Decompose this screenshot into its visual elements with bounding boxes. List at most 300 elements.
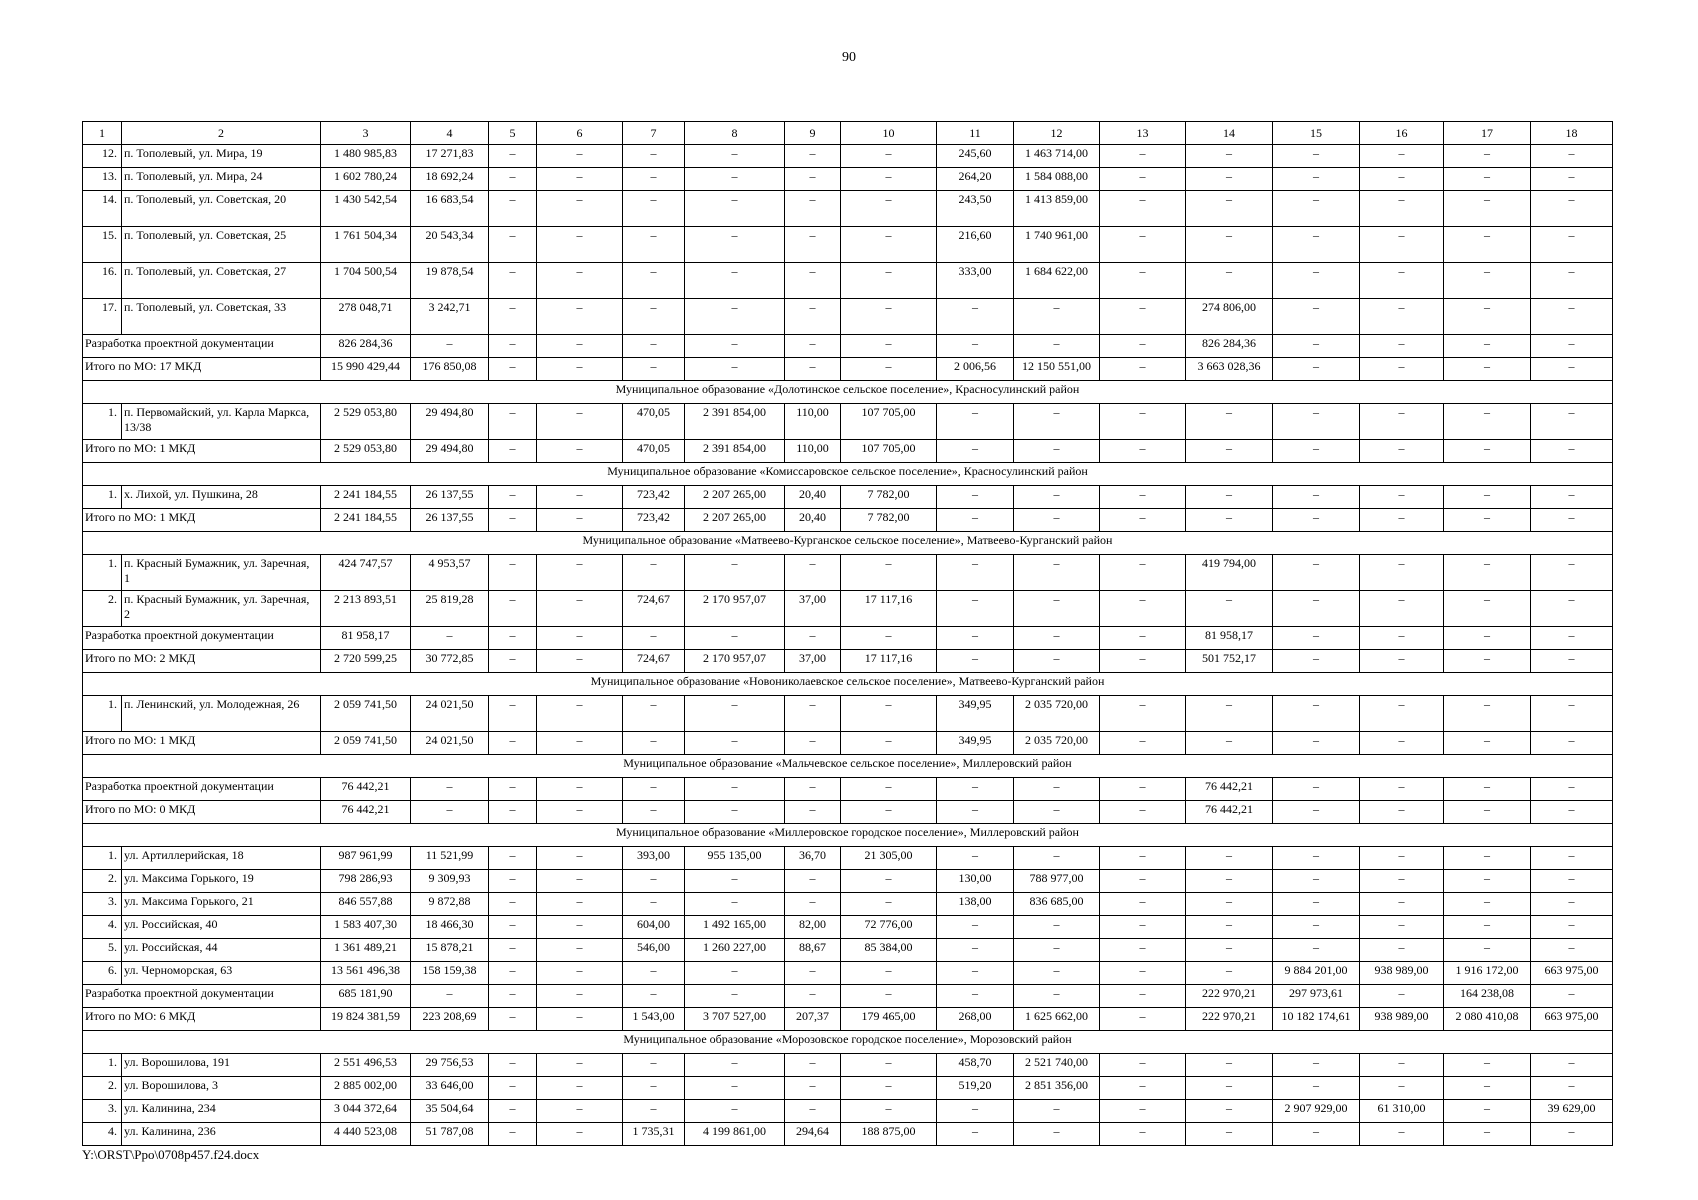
- table-cell: 663 975,00: [1531, 962, 1613, 985]
- table-cell: –: [1531, 801, 1613, 824]
- table-cell: 158 159,38: [411, 962, 489, 985]
- municipality-section-row: [83, 824, 1613, 847]
- table-cell: 723,42: [623, 509, 685, 532]
- table-row: [83, 555, 1613, 591]
- summary-row: [83, 509, 1613, 532]
- table-cell: –: [1273, 555, 1360, 591]
- table-cell: –: [1186, 916, 1273, 939]
- table-cell: –: [537, 555, 623, 591]
- table-cell: –: [841, 227, 937, 263]
- address-cell: п. Ленинский, ул. Молодежная, 26: [122, 696, 321, 732]
- table-cell: –: [841, 335, 937, 358]
- table-cell: –: [537, 1054, 623, 1077]
- table-cell: –: [685, 732, 785, 755]
- table-cell: –: [1186, 870, 1273, 893]
- column-number-cell: 14: [1186, 122, 1273, 145]
- table-row: [83, 696, 1613, 732]
- table-cell: –: [1360, 263, 1444, 299]
- section-title: Муниципальное образование «Новониколаевское сельское поселение», Матвеево-Курганский район: [83, 673, 1613, 696]
- table-cell: 1 602 780,24: [321, 168, 411, 191]
- table-cell: –: [1273, 778, 1360, 801]
- table-cell: –: [1360, 145, 1444, 168]
- table-cell: –: [937, 509, 1014, 532]
- table-cell: –: [537, 299, 623, 335]
- table-cell: 297 973,61: [1273, 985, 1360, 1008]
- table-cell: –: [623, 263, 685, 299]
- row-number: 17.: [83, 299, 122, 335]
- row-number: 3.: [83, 1100, 122, 1123]
- table-cell: –: [1444, 591, 1531, 627]
- table-cell: 82,00: [785, 916, 841, 939]
- table-cell: 15 878,21: [411, 939, 489, 962]
- table-cell: –: [1100, 263, 1186, 299]
- table-cell: –: [1100, 1123, 1186, 1146]
- table-cell: –: [1360, 1054, 1444, 1077]
- table-cell: –: [1444, 486, 1531, 509]
- table-row: [83, 962, 1613, 985]
- table-cell: 110,00: [785, 404, 841, 440]
- table-cell: –: [785, 358, 841, 381]
- table-cell: –: [1014, 509, 1100, 532]
- table-cell: –: [685, 696, 785, 732]
- table-cell: 2 907 929,00: [1273, 1100, 1360, 1123]
- table-cell: –: [537, 650, 623, 673]
- address-cell: п. Тополевый, ул. Мира, 24: [122, 168, 321, 191]
- table-cell: –: [685, 1100, 785, 1123]
- table-cell: –: [1273, 1054, 1360, 1077]
- column-number-cell: 6: [537, 122, 623, 145]
- table-cell: 2 851 356,00: [1014, 1077, 1100, 1100]
- table-cell: –: [489, 404, 537, 440]
- table-cell: –: [1014, 962, 1100, 985]
- table-cell: –: [1273, 299, 1360, 335]
- table-cell: –: [623, 1077, 685, 1100]
- table-cell: –: [1531, 335, 1613, 358]
- table-cell: –: [623, 696, 685, 732]
- table-cell: 2 059 741,50: [321, 732, 411, 755]
- table-cell: –: [841, 801, 937, 824]
- table-cell: –: [1531, 696, 1613, 732]
- table-cell: –: [1444, 1054, 1531, 1077]
- table-cell: –: [1100, 555, 1186, 591]
- table-cell: 19 824 381,59: [321, 1008, 411, 1031]
- table-cell: –: [937, 299, 1014, 335]
- table-cell: 130,00: [937, 870, 1014, 893]
- table-cell: –: [1100, 1100, 1186, 1123]
- table-cell: –: [623, 358, 685, 381]
- table-cell: –: [841, 893, 937, 916]
- table-cell: –: [411, 627, 489, 650]
- column-number-cell: 16: [1360, 122, 1444, 145]
- summary-row: [83, 627, 1613, 650]
- table-cell: –: [411, 985, 489, 1008]
- row-number: 13.: [83, 168, 122, 191]
- table-cell: 15 990 429,44: [321, 358, 411, 381]
- table-cell: –: [623, 962, 685, 985]
- row-number: 2.: [83, 1077, 122, 1100]
- table-cell: 81 958,17: [321, 627, 411, 650]
- table-cell: –: [1444, 145, 1531, 168]
- table-cell: 349,95: [937, 696, 1014, 732]
- address-cell: ул. Максима Горького, 21: [122, 893, 321, 916]
- table-cell: –: [685, 168, 785, 191]
- table-row: [83, 939, 1613, 962]
- table-cell: –: [1014, 778, 1100, 801]
- table-cell: 4 199 861,00: [685, 1123, 785, 1146]
- table-cell: –: [937, 962, 1014, 985]
- table-cell: –: [785, 1054, 841, 1077]
- table-cell: –: [937, 847, 1014, 870]
- table-cell: –: [1014, 486, 1100, 509]
- table-cell: –: [1273, 191, 1360, 227]
- table-cell: –: [785, 263, 841, 299]
- table-cell: –: [785, 145, 841, 168]
- table-cell: 1 625 662,00: [1014, 1008, 1100, 1031]
- table-cell: –: [1186, 145, 1273, 168]
- table-cell: –: [841, 696, 937, 732]
- table-cell: 663 975,00: [1531, 1008, 1613, 1031]
- table-cell: –: [1444, 440, 1531, 463]
- table-cell: –: [937, 404, 1014, 440]
- table-cell: 2 170 957,07: [685, 591, 785, 627]
- table-cell: 3 663 028,36: [1186, 358, 1273, 381]
- table-cell: 20,40: [785, 509, 841, 532]
- table-cell: 1 430 542,54: [321, 191, 411, 227]
- municipality-section-row: [83, 532, 1613, 555]
- table-cell: 723,42: [623, 486, 685, 509]
- table-cell: 61 310,00: [1360, 1100, 1444, 1123]
- table-cell: 110,00: [785, 440, 841, 463]
- table-cell: –: [841, 778, 937, 801]
- table-cell: 393,00: [623, 847, 685, 870]
- table-cell: 724,67: [623, 591, 685, 627]
- column-number-cell: 1: [83, 122, 122, 145]
- table-cell: –: [1186, 168, 1273, 191]
- table-cell: 333,00: [937, 263, 1014, 299]
- table-cell: –: [785, 168, 841, 191]
- row-number: 1.: [83, 404, 122, 440]
- table-cell: –: [1360, 778, 1444, 801]
- table-cell: 20 543,34: [411, 227, 489, 263]
- table-cell: 2 391 854,00: [685, 404, 785, 440]
- summary-label: Итого по МО: 2 МКД: [83, 650, 321, 673]
- table-cell: –: [685, 227, 785, 263]
- table-cell: 3 707 527,00: [685, 1008, 785, 1031]
- municipality-section-row: [83, 463, 1613, 486]
- table-cell: 2 241 184,55: [321, 509, 411, 532]
- table-cell: –: [785, 191, 841, 227]
- row-number: 1.: [83, 555, 122, 591]
- table-cell: –: [1360, 358, 1444, 381]
- table-cell: –: [537, 778, 623, 801]
- table-cell: –: [1100, 358, 1186, 381]
- row-number: 1.: [83, 847, 122, 870]
- address-cell: п. Тополевый, ул. Советская, 20: [122, 191, 321, 227]
- table-cell: –: [623, 985, 685, 1008]
- municipality-section-row: [83, 673, 1613, 696]
- table-cell: –: [489, 962, 537, 985]
- address-cell: п. Тополевый, ул. Советская, 33: [122, 299, 321, 335]
- table-cell: 33 646,00: [411, 1077, 489, 1100]
- table-row: [83, 1054, 1613, 1077]
- table-cell: –: [937, 486, 1014, 509]
- table-cell: –: [1444, 358, 1531, 381]
- table-cell: –: [1100, 335, 1186, 358]
- table-cell: 788 977,00: [1014, 870, 1100, 893]
- table-cell: 243,50: [937, 191, 1014, 227]
- table-cell: –: [937, 801, 1014, 824]
- table-cell: 85 384,00: [841, 939, 937, 962]
- table-cell: –: [1014, 299, 1100, 335]
- table-cell: 274 806,00: [1186, 299, 1273, 335]
- table-cell: –: [1444, 555, 1531, 591]
- summary-label: Итого по МО: 1 МКД: [83, 732, 321, 755]
- table-cell: –: [537, 847, 623, 870]
- table-cell: –: [841, 263, 937, 299]
- table-cell: –: [537, 440, 623, 463]
- table-cell: 1 583 407,30: [321, 916, 411, 939]
- table-cell: 76 442,21: [321, 801, 411, 824]
- table-cell: –: [1273, 893, 1360, 916]
- address-cell: ул. Ворошилова, 3: [122, 1077, 321, 1100]
- summary-row: [83, 650, 1613, 673]
- table-cell: –: [685, 627, 785, 650]
- table-row: [83, 168, 1613, 191]
- section-title: Муниципальное образование «Мальчевское сельское поселение», Миллеровский район: [83, 755, 1613, 778]
- table-cell: 26 137,55: [411, 509, 489, 532]
- table-cell: –: [841, 1077, 937, 1100]
- row-number: 1.: [83, 696, 122, 732]
- table-cell: –: [537, 696, 623, 732]
- table-cell: –: [1531, 509, 1613, 532]
- table-cell: –: [537, 732, 623, 755]
- table-cell: 17 271,83: [411, 145, 489, 168]
- table-cell: –: [623, 299, 685, 335]
- table-cell: 938 989,00: [1360, 1008, 1444, 1031]
- table-cell: –: [937, 939, 1014, 962]
- address-cell: х. Лихой, ул. Пушкина, 28: [122, 486, 321, 509]
- table-cell: 223 208,69: [411, 1008, 489, 1031]
- municipality-section-row: [83, 381, 1613, 404]
- table-cell: 1 463 714,00: [1014, 145, 1100, 168]
- table-cell: –: [1360, 299, 1444, 335]
- table-cell: –: [489, 145, 537, 168]
- table-cell: –: [1360, 847, 1444, 870]
- table-cell: –: [489, 650, 537, 673]
- table-cell: –: [1360, 191, 1444, 227]
- table-cell: –: [1360, 696, 1444, 732]
- table-cell: –: [785, 227, 841, 263]
- table-cell: 1 704 500,54: [321, 263, 411, 299]
- table-cell: 138,00: [937, 893, 1014, 916]
- table-cell: –: [785, 696, 841, 732]
- table-cell: –: [1186, 591, 1273, 627]
- table-cell: –: [537, 168, 623, 191]
- table-cell: –: [537, 627, 623, 650]
- table-cell: –: [937, 778, 1014, 801]
- table-cell: 1 260 227,00: [685, 939, 785, 962]
- table-cell: 987 961,99: [321, 847, 411, 870]
- table-cell: –: [937, 1123, 1014, 1146]
- section-title: Муниципальное образование «Матвеево-Курганское сельское поселение», Матвеево-Курганский район: [83, 532, 1613, 555]
- address-cell: п. Тополевый, ул. Мира, 19: [122, 145, 321, 168]
- table-cell: –: [489, 486, 537, 509]
- table-cell: –: [1014, 440, 1100, 463]
- table-cell: –: [1100, 1008, 1186, 1031]
- table-cell: –: [1100, 847, 1186, 870]
- table-cell: –: [623, 168, 685, 191]
- table-cell: –: [1014, 847, 1100, 870]
- table-cell: –: [1186, 893, 1273, 916]
- footer-file-path: Y:\ORST\Ppo\0708p457.f24.docx: [82, 1147, 260, 1162]
- table-row: [83, 893, 1613, 916]
- row-number: 2.: [83, 591, 122, 627]
- address-cell: ул. Артиллерийская, 18: [122, 847, 321, 870]
- table-cell: 1 684 622,00: [1014, 263, 1100, 299]
- table-row: [83, 1100, 1613, 1123]
- table-cell: –: [1014, 801, 1100, 824]
- table-cell: –: [1273, 650, 1360, 673]
- table-cell: –: [537, 801, 623, 824]
- table-cell: –: [841, 358, 937, 381]
- table-cell: –: [1360, 801, 1444, 824]
- table-cell: –: [623, 801, 685, 824]
- table-cell: –: [489, 1123, 537, 1146]
- table-cell: –: [1531, 650, 1613, 673]
- table-cell: 2 551 496,53: [321, 1054, 411, 1077]
- table-cell: –: [841, 870, 937, 893]
- table-cell: –: [1444, 916, 1531, 939]
- table-cell: 268,00: [937, 1008, 1014, 1031]
- table-cell: –: [1100, 509, 1186, 532]
- table-cell: –: [1444, 939, 1531, 962]
- table-cell: –: [685, 191, 785, 227]
- table-cell: 2 080 410,08: [1444, 1008, 1531, 1031]
- section-title: Муниципальное образование «Морозовское городское поселение», Морозовский район: [83, 1031, 1613, 1054]
- table-cell: –: [785, 962, 841, 985]
- table-cell: –: [1531, 440, 1613, 463]
- table-cell: –: [685, 263, 785, 299]
- table-cell: 2 885 002,00: [321, 1077, 411, 1100]
- table-cell: 1 584 088,00: [1014, 168, 1100, 191]
- table-cell: –: [1360, 168, 1444, 191]
- table-cell: –: [623, 227, 685, 263]
- table-cell: –: [489, 591, 537, 627]
- table-cell: –: [489, 801, 537, 824]
- table-cell: 798 286,93: [321, 870, 411, 893]
- table-cell: –: [1360, 985, 1444, 1008]
- table-cell: –: [1100, 893, 1186, 916]
- row-number: 1.: [83, 486, 122, 509]
- table-cell: –: [1100, 486, 1186, 509]
- table-cell: –: [623, 555, 685, 591]
- table-row: [83, 870, 1613, 893]
- column-number-cell: 5: [489, 122, 537, 145]
- table-cell: 9 872,88: [411, 893, 489, 916]
- table-cell: –: [1273, 486, 1360, 509]
- table-cell: –: [1100, 145, 1186, 168]
- table-cell: –: [685, 1054, 785, 1077]
- table-cell: –: [785, 985, 841, 1008]
- table-cell: 278 048,71: [321, 299, 411, 335]
- table-cell: 519,20: [937, 1077, 1014, 1100]
- table-cell: –: [1360, 404, 1444, 440]
- summary-row: [83, 732, 1613, 755]
- section-title: Муниципальное образование «Долотинское сельское поселение», Красносулинский район: [83, 381, 1613, 404]
- table-cell: 2 035 720,00: [1014, 696, 1100, 732]
- table-cell: 207,37: [785, 1008, 841, 1031]
- address-cell: п. Красный Бумажник, ул. Заречная, 1: [122, 555, 321, 591]
- table-cell: –: [623, 145, 685, 168]
- table-cell: –: [841, 627, 937, 650]
- table-row: [83, 486, 1613, 509]
- table-cell: –: [489, 916, 537, 939]
- row-number: 12.: [83, 145, 122, 168]
- table-cell: –: [537, 591, 623, 627]
- table-cell: –: [1186, 939, 1273, 962]
- table-cell: –: [1100, 778, 1186, 801]
- table-cell: –: [1531, 985, 1613, 1008]
- table-cell: –: [785, 893, 841, 916]
- table-cell: 685 181,90: [321, 985, 411, 1008]
- table-cell: 349,95: [937, 732, 1014, 755]
- table-cell: –: [841, 1100, 937, 1123]
- table-cell: –: [1014, 555, 1100, 591]
- table-cell: –: [489, 985, 537, 1008]
- table-cell: –: [1444, 696, 1531, 732]
- table-cell: –: [1360, 227, 1444, 263]
- table-cell: –: [685, 358, 785, 381]
- table-cell: –: [1186, 1100, 1273, 1123]
- table-cell: –: [1444, 870, 1531, 893]
- table-cell: –: [489, 696, 537, 732]
- table-cell: –: [785, 778, 841, 801]
- table-cell: –: [1360, 1123, 1444, 1146]
- address-cell: ул. Ворошилова, 191: [122, 1054, 321, 1077]
- table-row: [83, 591, 1613, 627]
- table-cell: –: [841, 962, 937, 985]
- table-cell: 2 521 740,00: [1014, 1054, 1100, 1077]
- address-cell: п. Тополевый, ул. Советская, 25: [122, 227, 321, 263]
- table-cell: –: [841, 299, 937, 335]
- row-number: 14.: [83, 191, 122, 227]
- municipality-section-row: [83, 1031, 1613, 1054]
- summary-row: [83, 440, 1613, 463]
- table-cell: –: [537, 404, 623, 440]
- table-cell: –: [1100, 1077, 1186, 1100]
- table-cell: –: [623, 778, 685, 801]
- table-cell: –: [785, 732, 841, 755]
- table-cell: –: [1100, 650, 1186, 673]
- page-number: 90: [842, 50, 856, 65]
- summary-row: [83, 358, 1613, 381]
- table-cell: –: [537, 227, 623, 263]
- table-cell: 846 557,88: [321, 893, 411, 916]
- table-cell: 419 794,00: [1186, 555, 1273, 591]
- row-number: 15.: [83, 227, 122, 263]
- table-cell: 2 207 265,00: [685, 486, 785, 509]
- table-cell: 21 305,00: [841, 847, 937, 870]
- summary-label: Итого по МО: 6 МКД: [83, 1008, 321, 1031]
- summary-label: Итого по МО: 1 МКД: [83, 440, 321, 463]
- address-cell: п. Первомайский, ул. Карла Маркса, 13/38: [122, 404, 321, 440]
- table-cell: –: [1014, 627, 1100, 650]
- table-cell: –: [1531, 1123, 1613, 1146]
- table-cell: 188 875,00: [841, 1123, 937, 1146]
- table-cell: 3 242,71: [411, 299, 489, 335]
- table-cell: –: [1014, 985, 1100, 1008]
- address-cell: п. Красный Бумажник, ул. Заречная, 2: [122, 591, 321, 627]
